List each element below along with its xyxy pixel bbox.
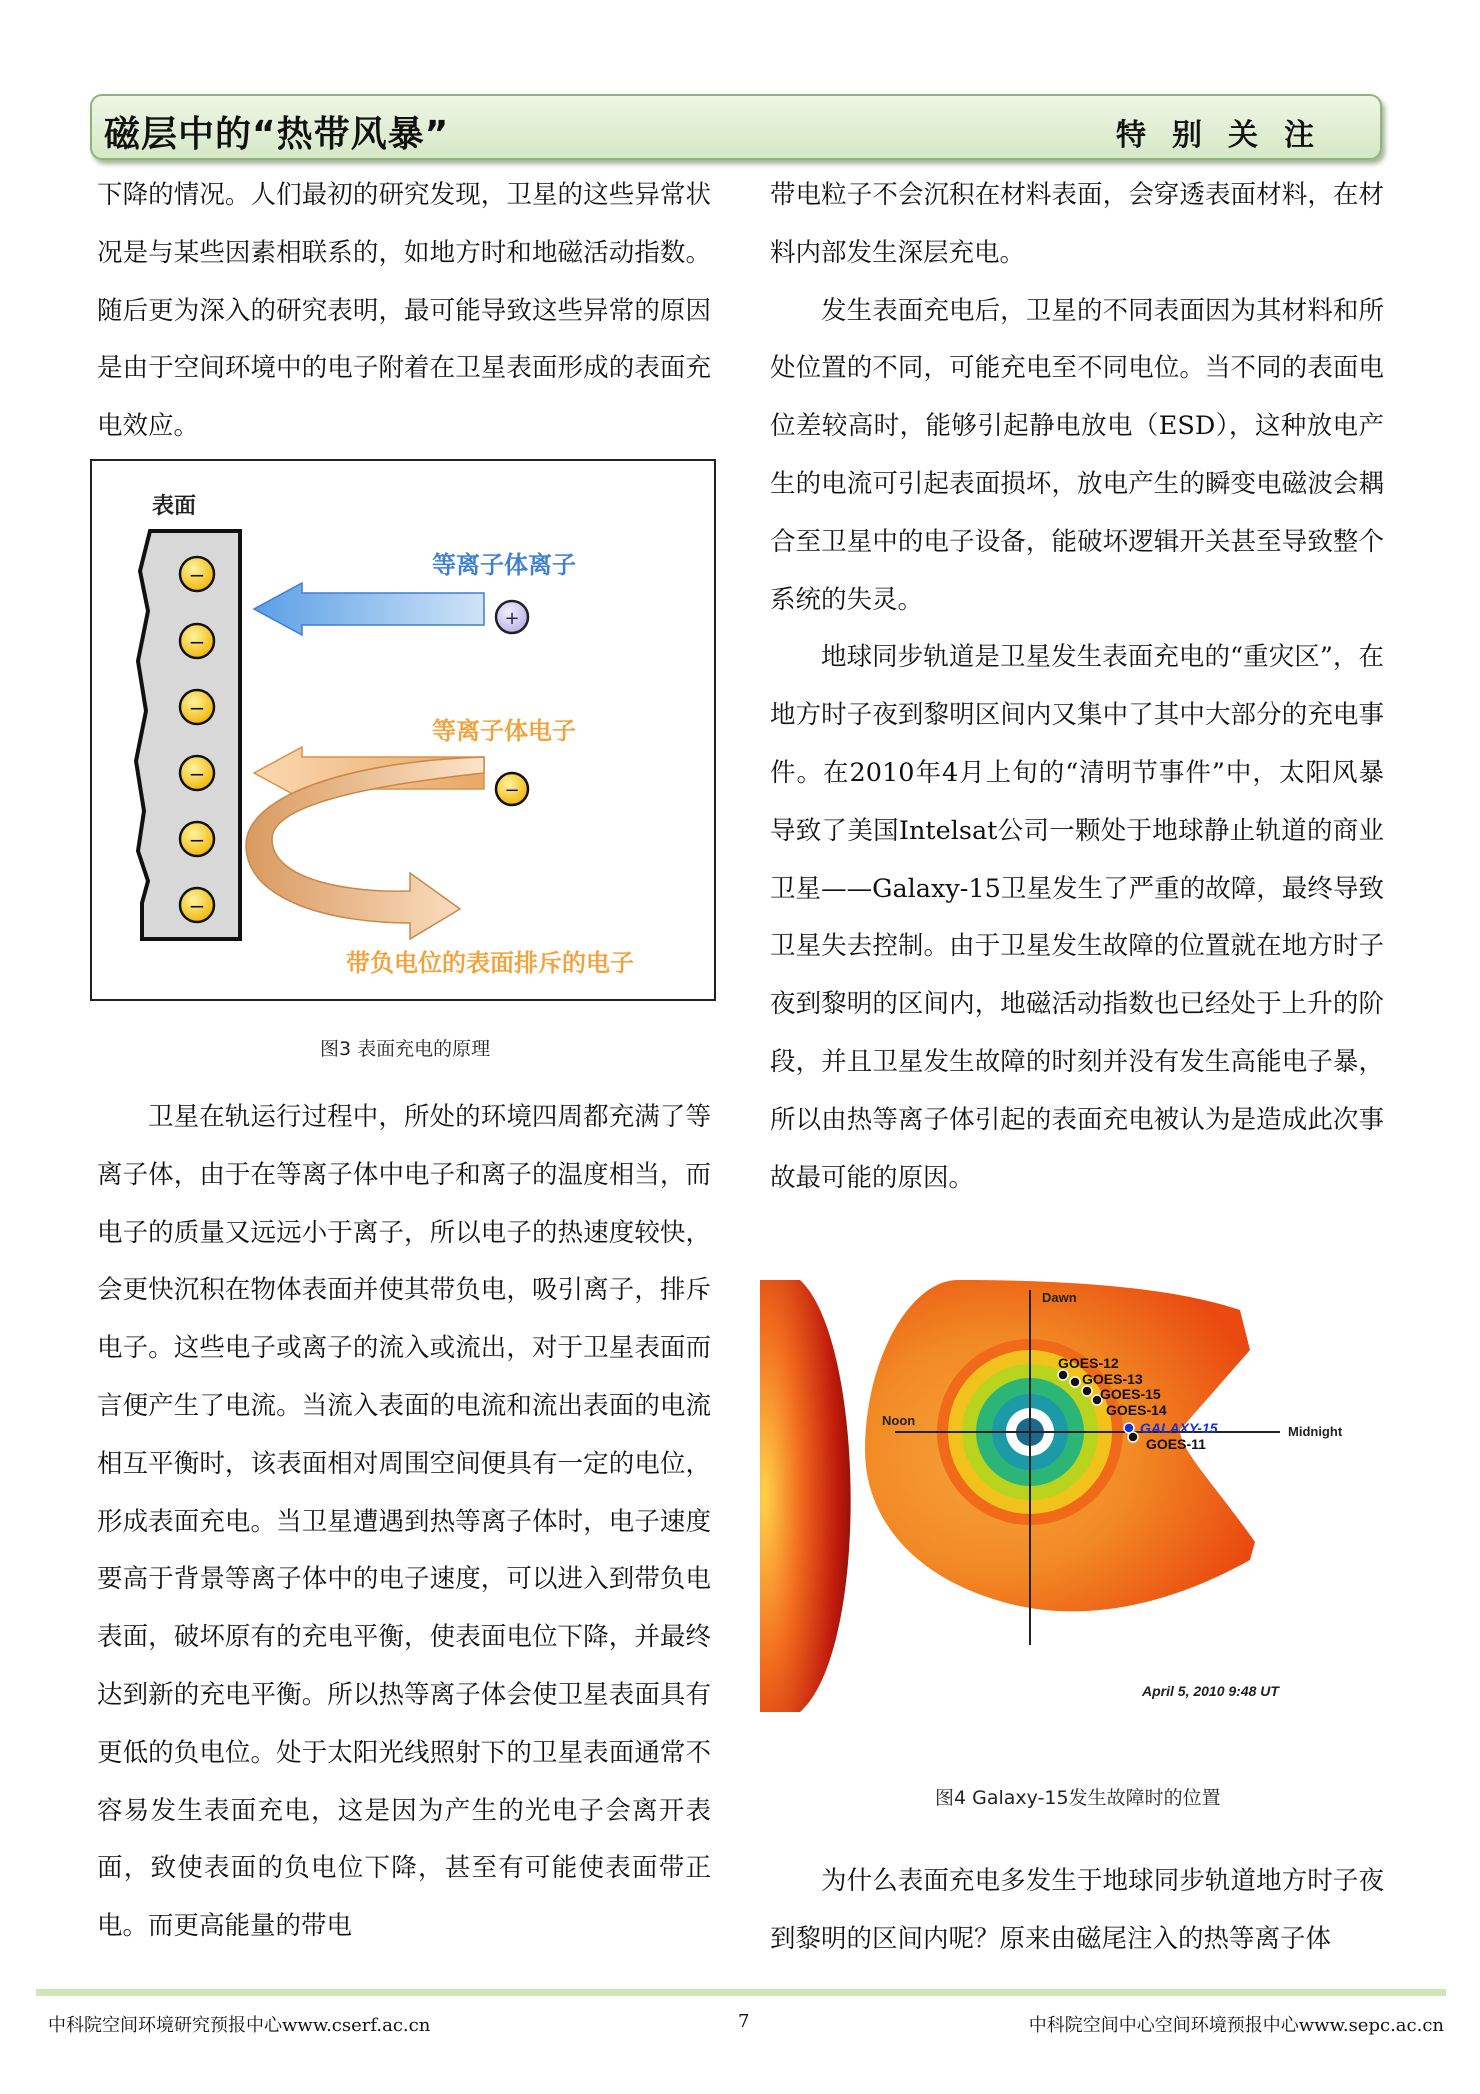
header-section: 特别关注 xyxy=(1116,118,1340,153)
minus-sign: − xyxy=(188,762,206,786)
footer-rule xyxy=(36,1989,1446,1996)
electron-label: 等离子体电子 xyxy=(432,717,576,745)
figure-4-galaxy15-position xyxy=(760,1280,1390,1712)
paragraph: 下降的情况。人们最初的研究发现，卫星的这些异常状况是与某些因素相联系的，如地方时和地磁活动指数。随后更为深入的研究表明，最可能导致这些异常的原因是由于空间环境中的电子附着在卫星表面形成的表面充电效应。 xyxy=(97,180,711,442)
satellite-dot xyxy=(1128,1432,1138,1442)
plus-sign: + xyxy=(504,608,520,629)
satellite-dot xyxy=(1058,1370,1068,1380)
figure-3-caption: 图3 表面充电的原理 xyxy=(320,1038,491,1060)
sat-label-goes11: GOES-11 xyxy=(1146,1436,1206,1452)
surface-plate xyxy=(136,531,240,939)
footer-left-link[interactable]: 中科院空间环境研究预报中心www.cserf.ac.cn xyxy=(48,2015,431,2036)
minus-sign: − xyxy=(188,563,206,587)
sun-limb xyxy=(760,1280,851,1712)
midnight-label: Midnight xyxy=(1288,1424,1343,1439)
paragraph: 带电粒子不会沉积在材料表面，会穿透表面材料，在材料内部发生深层充电。 xyxy=(770,180,1384,268)
left-column-bottom xyxy=(97,1089,711,1956)
timestamp-label: April 5, 2010 9:48 UT xyxy=(1142,1683,1279,1699)
surface-label: 表面 xyxy=(152,494,197,519)
repel-label: 带负电位的表面排斥的电子 xyxy=(346,949,634,977)
paragraph: 发生表面充电后，卫星的不同表面因为其材料和所处位置的不同，可能充电至不同电位。当不同的表面电位差较高时，能够引起静电放电（ESD），这种放电产生的电流可引起表面损坏，放电产生的瞬变电磁波会耦合至卫星中的电子设备，能破坏逻辑开关甚至导致整个系统的失灵。 xyxy=(770,295,1384,615)
minus-sign: − xyxy=(504,780,520,801)
left-column-top xyxy=(97,167,711,456)
figure-4-caption: 图4 Galaxy-15发生故障时的位置 xyxy=(935,1787,1221,1809)
satellite-dot xyxy=(1082,1386,1092,1396)
paragraph: 卫星在轨运行过程中，所处的环境四周都充满了等离子体，由于在等离子体中电子和离子的温度相当，而电子的质量又远远小于离子，所以电子的热速度较快，会更快沉积在物体表面并使其带负电，吸引离子，排斥电子。这些电子或离子的流入或流出，对于卫星表面而言便产生了电流。当流入表面的电流和流出表面的电流相互平衡时，该表面相对周围空间便具有一定的电位，形成表面充电。当卫星遭遇到热等离子体时，电子速度要高于背景等离子体中的电子速度，可以进入到带负电表面，破坏原有的充电平衡，使表面电位下降，并最终达到新的充电平衡。所以热等离子体会使卫星表面具有更低的负电位。处于太阳光线照射下的卫星表面通常不容易发生表面充电，这是因为产生的光电子会离开表面，致使表面的负电位下降，甚至有可能使表面带正电。而更高能量的带电 xyxy=(97,1102,711,1942)
paragraph: 为什么表面充电多发生于地球同步轨道地方时子夜到黎明的区间内呢？原来由磁尾注入的热等离子体 xyxy=(770,1866,1384,1954)
page-number: 7 xyxy=(738,2011,750,2032)
minus-sign: − xyxy=(188,696,206,720)
right-column-top xyxy=(770,167,1384,1207)
page-header xyxy=(90,94,1382,160)
minus-sign: − xyxy=(188,630,206,654)
minus-sign: − xyxy=(188,828,206,852)
sat-label-galaxy15: GALAXY-15 xyxy=(1140,1420,1218,1436)
satellite-dot xyxy=(1070,1377,1080,1387)
sat-label-goes15: GOES-15 xyxy=(1100,1386,1161,1402)
figure-3-drawing xyxy=(92,461,714,999)
noon-label: Noon xyxy=(882,1413,916,1428)
sat-label-goes13: GOES-13 xyxy=(1082,1371,1143,1387)
footer-right-link[interactable]: 中科院空间中心空间环境预报中心www.sepc.ac.cn xyxy=(1028,2015,1444,2036)
dawn-label: Dawn xyxy=(1042,1290,1077,1305)
ion-arrow xyxy=(254,583,484,635)
figure-3-surface-charging xyxy=(90,459,716,1001)
minus-sign: − xyxy=(188,894,206,918)
figure-4-drawing xyxy=(760,1280,1390,1712)
sat-label-goes12: GOES-12 xyxy=(1058,1355,1119,1371)
paragraph: 地球同步轨道是卫星发生表面充电的“重灾区”，在地方时子夜到黎明区间内又集中了其中大部分的充电事件。在2010年4月上旬的“清明节事件”中，太阳风暴导致了美国Intelsat公司一颗处于地球静止轨道的商业卫星——Galaxy-15卫星发生了严重的故障，最终导致卫星失去控制。由于卫星发生故障的位置就在地方时子夜到黎明的区间内，地磁活动指数也已经处于上升的阶段，并且卫星发生故障的时刻并没有发生高能电子暴，所以由热等离子体引起的表面充电被认为是造成此次事故最可能的原因。 xyxy=(770,642,1384,1193)
header-title: 磁层中的“热带风暴” xyxy=(104,114,450,155)
sat-label-goes14: GOES-14 xyxy=(1106,1402,1167,1418)
ion-label: 等离子体离子 xyxy=(432,551,576,579)
right-column-bottom xyxy=(770,1853,1384,1969)
